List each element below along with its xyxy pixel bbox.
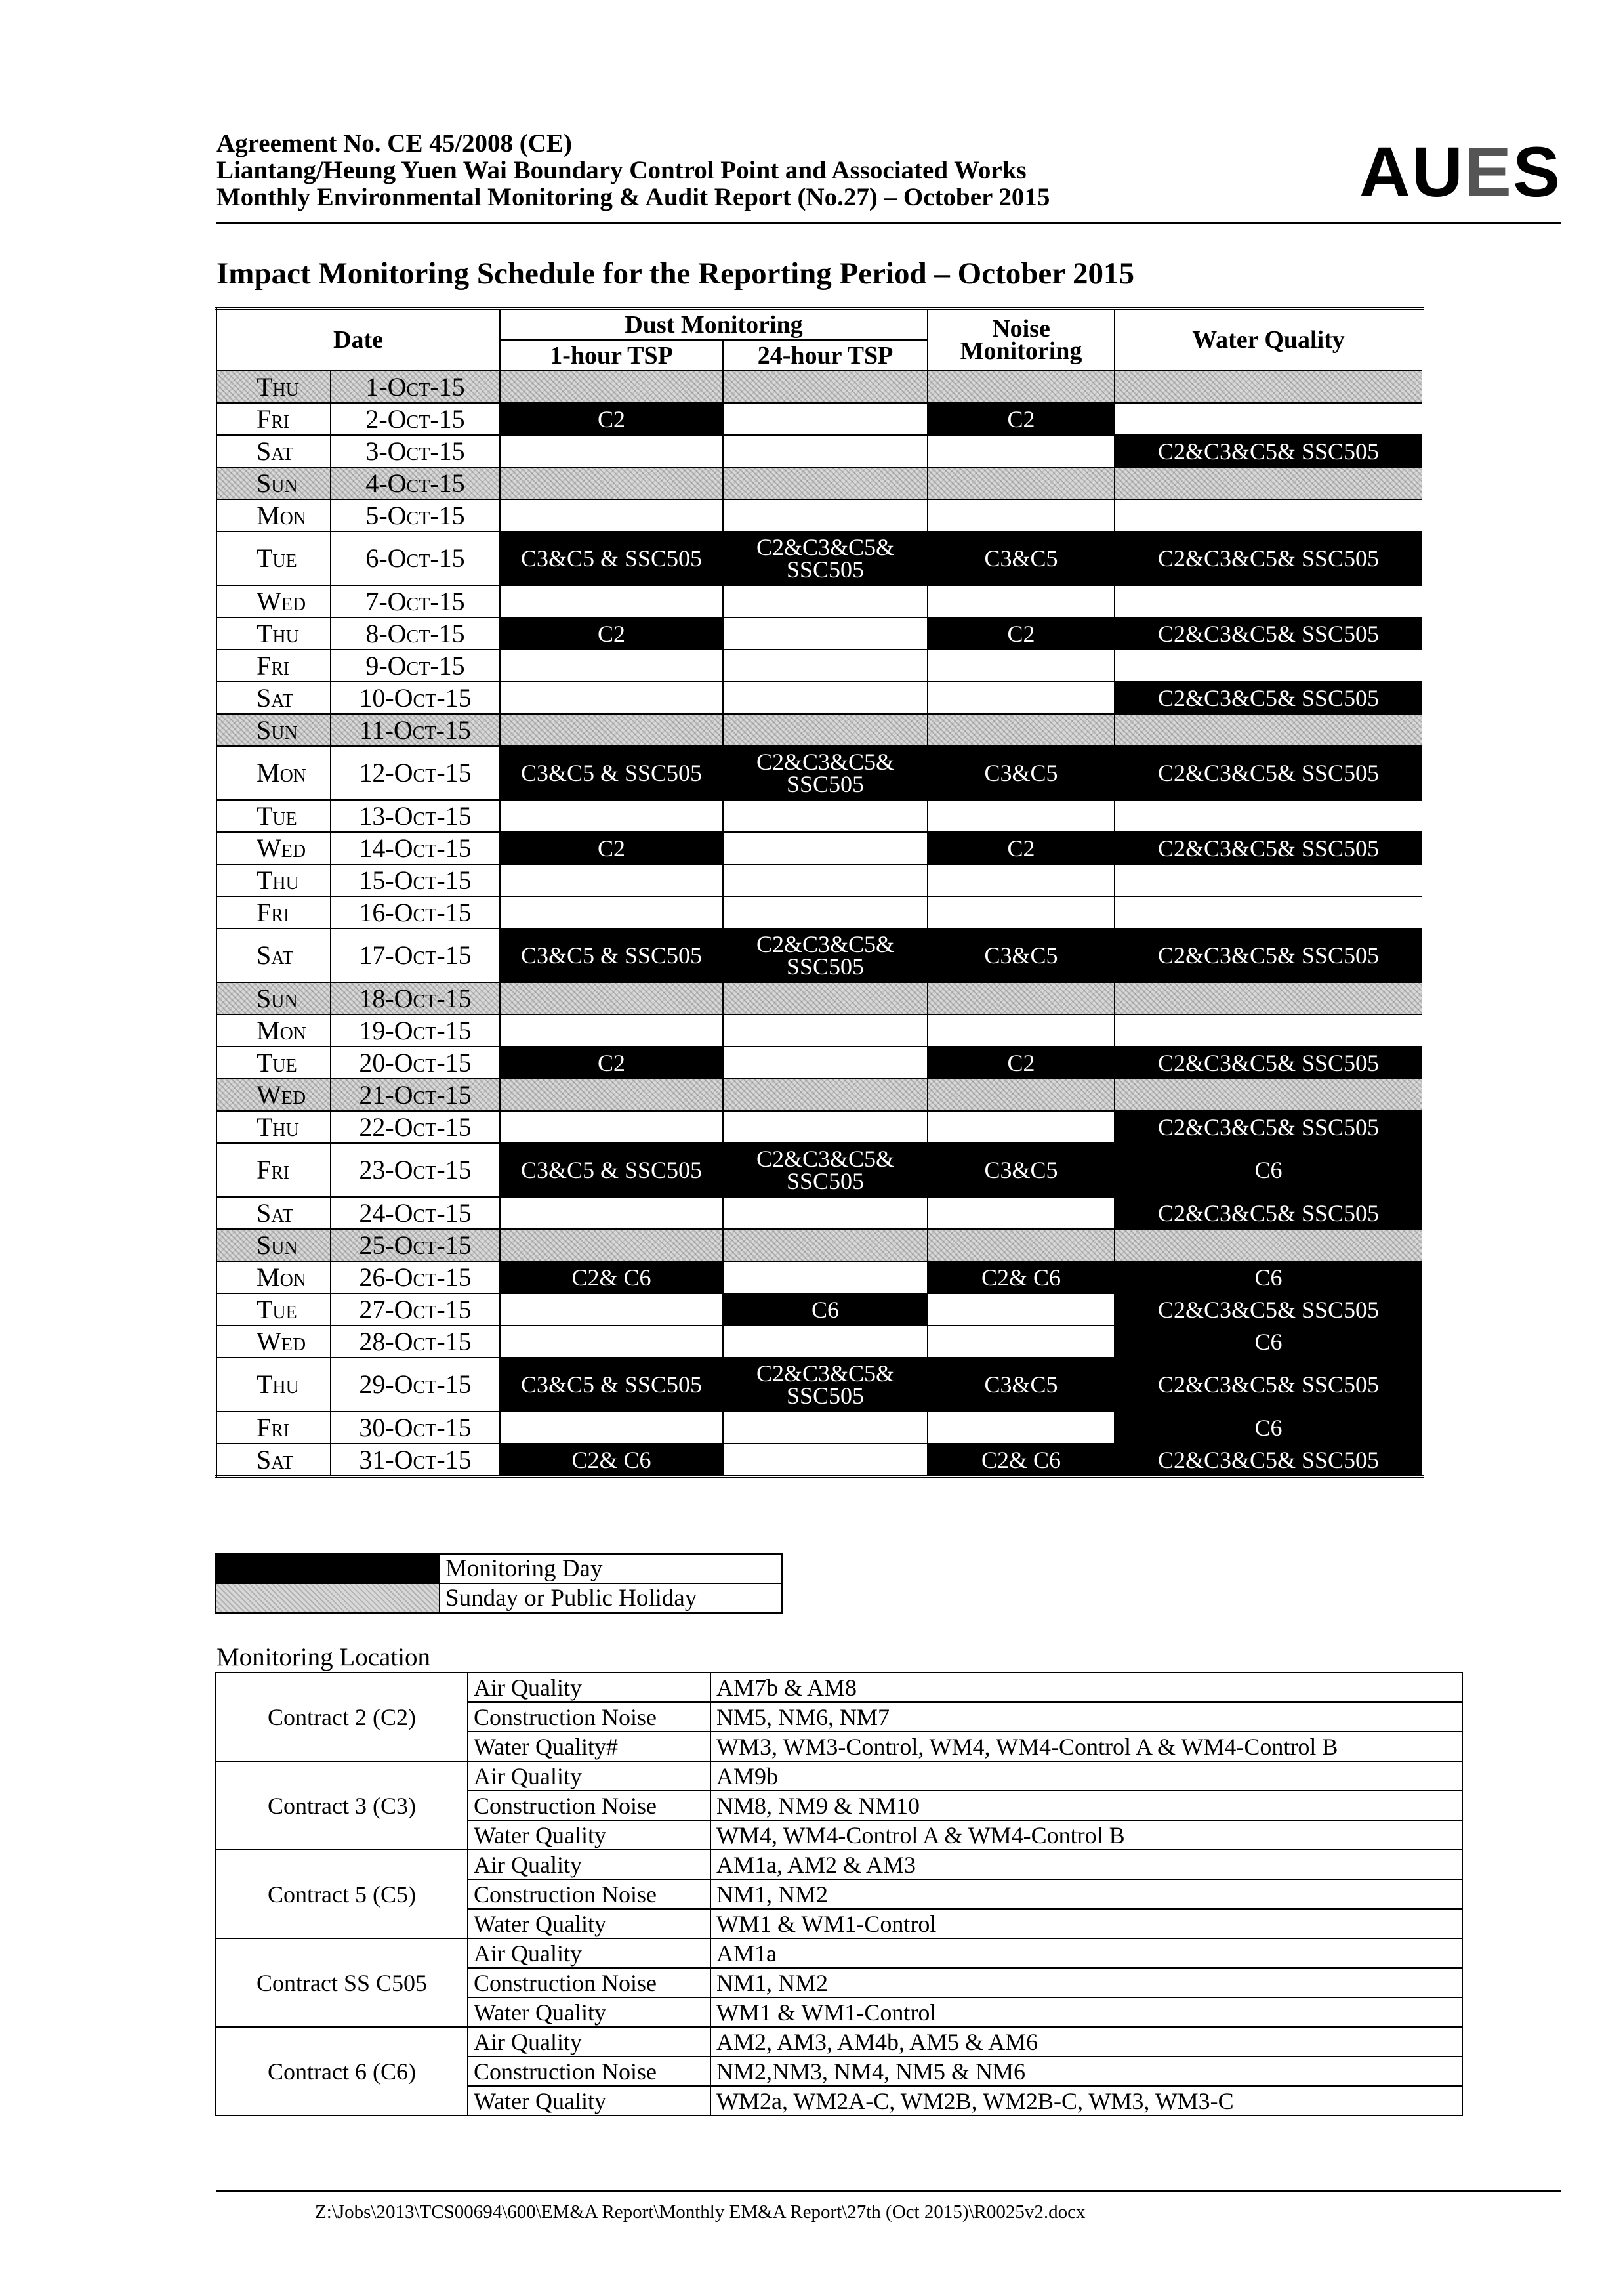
- schedule-row: [216, 617, 1423, 650]
- cell-water-quality: [1115, 650, 1423, 682]
- cell-date: 7-Oct-15: [331, 585, 500, 617]
- cell-1hr-tsp: [500, 499, 723, 532]
- cell-noise: [928, 896, 1115, 929]
- cell-24hr-tsp: [723, 1229, 928, 1261]
- schedule-row: [216, 746, 1423, 800]
- cell-1hr-tsp: [500, 682, 723, 714]
- cell-24hr-tsp: [723, 403, 928, 435]
- cell-parameter: Construction Noise: [468, 2056, 710, 2086]
- header-dust-monitoring: Dust Monitoring: [500, 308, 928, 340]
- cell-1hr-tsp: [500, 1014, 723, 1047]
- cell-water-quality: [1115, 982, 1423, 1014]
- cell-date: 21-Oct-15: [331, 1079, 500, 1111]
- cell-water-quality: C2&C3&C5& SSC505: [1115, 1444, 1423, 1476]
- cell-day: Fri: [216, 403, 331, 435]
- cell-water-quality: [1115, 403, 1423, 435]
- cell-water-quality: C6: [1115, 1325, 1423, 1358]
- cell-parameter: Construction Noise: [468, 1702, 710, 1732]
- cell-stations: NM1, NM2: [710, 1968, 1462, 1997]
- cell-1hr-tsp: [500, 435, 723, 467]
- cell-day: Tue: [216, 800, 331, 832]
- cell-date: 4-Oct-15: [331, 467, 500, 499]
- cell-day: Sun: [216, 982, 331, 1014]
- cell-1hr-tsp: C2: [500, 617, 723, 650]
- cell-stations: NM1, NM2: [710, 1879, 1462, 1909]
- cell-parameter: Water Quality: [468, 2086, 710, 2116]
- cell-1hr-tsp: C2: [500, 832, 723, 864]
- legend-swatch-monitoring: [215, 1554, 440, 1583]
- cell-contract: Contract 5 (C5): [216, 1850, 468, 1938]
- cell-date: 13-Oct-15: [331, 800, 500, 832]
- cell-date: 14-Oct-15: [331, 832, 500, 864]
- cell-1hr-tsp: [500, 864, 723, 896]
- cell-contract: Contract 3 (C3): [216, 1761, 468, 1850]
- cell-noise: C3&C5: [928, 1143, 1115, 1197]
- cell-noise: [928, 435, 1115, 467]
- cell-24hr-tsp: [723, 1411, 928, 1444]
- cell-water-quality: C2&C3&C5& SSC505: [1115, 435, 1423, 467]
- cell-noise: [928, 800, 1115, 832]
- monitoring-location-table: [215, 1672, 1463, 2116]
- cell-stations: AM1a, AM2 & AM3: [710, 1850, 1462, 1879]
- cell-noise: [928, 682, 1115, 714]
- cell-date: 2-Oct-15: [331, 403, 500, 435]
- cell-parameter: Air Quality: [468, 1761, 710, 1791]
- cell-water-quality: [1115, 1014, 1423, 1047]
- schedule-body: [216, 371, 1423, 1476]
- cell-noise: C2: [928, 832, 1115, 864]
- cell-noise: [928, 982, 1115, 1014]
- cell-day: Mon: [216, 1014, 331, 1047]
- cell-24hr-tsp: [723, 714, 928, 746]
- cell-24hr-tsp: C2&C3&C5& SSC505: [723, 532, 928, 585]
- cell-water-quality: C6: [1115, 1411, 1423, 1444]
- schedule-row: [216, 1143, 1423, 1197]
- legend-row-holiday: [215, 1583, 782, 1613]
- header-water-quality: Water Quality: [1115, 308, 1423, 371]
- location-row: [216, 1761, 1462, 1791]
- section-title: Impact Monitoring Schedule for the Reporting Period – October 2015: [216, 257, 1134, 291]
- cell-24hr-tsp: [723, 1014, 928, 1047]
- cell-water-quality: [1115, 1079, 1423, 1111]
- cell-1hr-tsp: [500, 585, 723, 617]
- cell-stations: AM7b & AM8: [710, 1673, 1462, 1702]
- cell-date: 25-Oct-15: [331, 1229, 500, 1261]
- schedule-row: [216, 1293, 1423, 1325]
- schedule-row: [216, 467, 1423, 499]
- cell-24hr-tsp: [723, 1197, 928, 1229]
- cell-day: Tue: [216, 1293, 331, 1325]
- schedule-row: [216, 682, 1423, 714]
- cell-water-quality: C6: [1115, 1143, 1423, 1197]
- cell-24hr-tsp: [723, 1079, 928, 1111]
- cell-contract: Contract 6 (C6): [216, 2027, 468, 2116]
- schedule-row: [216, 864, 1423, 896]
- logo-text-a: AU: [1359, 132, 1464, 211]
- cell-noise: C3&C5: [928, 746, 1115, 800]
- cell-24hr-tsp: [723, 371, 928, 403]
- schedule-row: [216, 435, 1423, 467]
- cell-day: Sun: [216, 1229, 331, 1261]
- schedule-row: [216, 714, 1423, 746]
- cell-date: 1-Oct-15: [331, 371, 500, 403]
- cell-stations: AM9b: [710, 1761, 1462, 1791]
- schedule-row: [216, 499, 1423, 532]
- cell-1hr-tsp: C2& C6: [500, 1444, 723, 1476]
- schedule-row: [216, 403, 1423, 435]
- cell-24hr-tsp: [723, 1111, 928, 1143]
- cell-parameter: Water Quality: [468, 1909, 710, 1938]
- cell-noise: [928, 585, 1115, 617]
- cell-parameter: Construction Noise: [468, 1791, 710, 1820]
- cell-1hr-tsp: [500, 467, 723, 499]
- cell-water-quality: [1115, 864, 1423, 896]
- cell-24hr-tsp: C2&C3&C5& SSC505: [723, 929, 928, 982]
- cell-noise: C2: [928, 617, 1115, 650]
- legend-row-monitoring: [215, 1554, 782, 1583]
- cell-24hr-tsp: [723, 617, 928, 650]
- schedule-row: [216, 1358, 1423, 1411]
- header-1hr-tsp: 1-hour TSP: [500, 340, 723, 371]
- cell-date: 28-Oct-15: [331, 1325, 500, 1358]
- cell-24hr-tsp: C2&C3&C5& SSC505: [723, 1358, 928, 1411]
- schedule-row: [216, 1111, 1423, 1143]
- cell-1hr-tsp: [500, 371, 723, 403]
- location-title: Monitoring Location: [216, 1643, 431, 1671]
- cell-24hr-tsp: [723, 585, 928, 617]
- cell-day: Sun: [216, 467, 331, 499]
- cell-noise: [928, 1079, 1115, 1111]
- schedule-row: [216, 585, 1423, 617]
- cell-date: 10-Oct-15: [331, 682, 500, 714]
- schedule-row: [216, 832, 1423, 864]
- cell-water-quality: [1115, 896, 1423, 929]
- cell-day: Fri: [216, 1143, 331, 1197]
- cell-1hr-tsp: C2& C6: [500, 1261, 723, 1293]
- cell-1hr-tsp: [500, 1293, 723, 1325]
- cell-24hr-tsp: [723, 1444, 928, 1476]
- cell-water-quality: [1115, 800, 1423, 832]
- schedule-row: [216, 800, 1423, 832]
- cell-day: Thu: [216, 1111, 331, 1143]
- cell-water-quality: [1115, 499, 1423, 532]
- cell-date: 5-Oct-15: [331, 499, 500, 532]
- cell-water-quality: C2&C3&C5& SSC505: [1115, 617, 1423, 650]
- location-row: [216, 1850, 1462, 1879]
- cell-date: 12-Oct-15: [331, 746, 500, 800]
- cell-day: Tue: [216, 532, 331, 585]
- cell-noise: [928, 1411, 1115, 1444]
- schedule-row: [216, 1325, 1423, 1358]
- cell-water-quality: C2&C3&C5& SSC505: [1115, 532, 1423, 585]
- cell-water-quality: C2&C3&C5& SSC505: [1115, 746, 1423, 800]
- cell-parameter: Air Quality: [468, 1850, 710, 1879]
- cell-water-quality: [1115, 714, 1423, 746]
- cell-day: Fri: [216, 896, 331, 929]
- cell-day: Sun: [216, 714, 331, 746]
- cell-date: 31-Oct-15: [331, 1444, 500, 1476]
- cell-contract: Contract SS C505: [216, 1938, 468, 2027]
- cell-1hr-tsp: C3&C5 & SSC505: [500, 746, 723, 800]
- report-name: Monthly Environmental Monitoring & Audit Report (No.27) – October 2015: [216, 183, 1050, 211]
- header-24hr-tsp: 24-hour TSP: [723, 340, 928, 371]
- schedule-row: [216, 1411, 1423, 1444]
- header-date: Date: [216, 308, 500, 371]
- cell-water-quality: C6: [1115, 1261, 1423, 1293]
- cell-day: Sat: [216, 1197, 331, 1229]
- cell-day: Wed: [216, 1325, 331, 1358]
- cell-stations: NM2,NM3, NM4, NM5 & NM6: [710, 2056, 1462, 2086]
- cell-day: Sat: [216, 929, 331, 982]
- cell-24hr-tsp: C2&C3&C5& SSC505: [723, 1143, 928, 1197]
- cell-date: 24-Oct-15: [331, 1197, 500, 1229]
- cell-1hr-tsp: C3&C5 & SSC505: [500, 929, 723, 982]
- cell-1hr-tsp: C2: [500, 403, 723, 435]
- cell-water-quality: [1115, 467, 1423, 499]
- cell-stations: AM1a: [710, 1938, 1462, 1968]
- cell-day: Sat: [216, 1444, 331, 1476]
- cell-noise: [928, 1014, 1115, 1047]
- cell-water-quality: C2&C3&C5& SSC505: [1115, 1111, 1423, 1143]
- cell-day: Fri: [216, 1411, 331, 1444]
- cell-day: Sat: [216, 435, 331, 467]
- location-body: [216, 1673, 1462, 2116]
- schedule-row: [216, 1079, 1423, 1111]
- cell-noise: [928, 467, 1115, 499]
- cell-stations: WM3, WM3-Control, WM4, WM4-Control A & WM4-Control B: [710, 1732, 1462, 1761]
- agreement-number: Agreement No. CE 45/2008 (CE): [216, 129, 572, 157]
- cell-noise: [928, 650, 1115, 682]
- cell-date: 8-Oct-15: [331, 617, 500, 650]
- cell-water-quality: C2&C3&C5& SSC505: [1115, 1047, 1423, 1079]
- cell-24hr-tsp: C6: [723, 1293, 928, 1325]
- cell-noise: C3&C5: [928, 532, 1115, 585]
- cell-24hr-tsp: [723, 1325, 928, 1358]
- cell-water-quality: [1115, 1229, 1423, 1261]
- cell-water-quality: C2&C3&C5& SSC505: [1115, 682, 1423, 714]
- legend-label-holiday: Sunday or Public Holiday: [440, 1583, 782, 1613]
- cell-1hr-tsp: C3&C5 & SSC505: [500, 532, 723, 585]
- cell-parameter: Water Quality: [468, 1997, 710, 2027]
- cell-noise: [928, 1293, 1115, 1325]
- cell-date: 19-Oct-15: [331, 1014, 500, 1047]
- cell-24hr-tsp: [723, 982, 928, 1014]
- cell-date: 26-Oct-15: [331, 1261, 500, 1293]
- cell-24hr-tsp: [723, 1261, 928, 1293]
- cell-day: Mon: [216, 746, 331, 800]
- cell-stations: WM2a, WM2A-C, WM2B, WM2B-C, WM3, WM3-C: [710, 2086, 1462, 2116]
- cell-1hr-tsp: [500, 1229, 723, 1261]
- schedule-row: [216, 532, 1423, 585]
- cell-stations: AM2, AM3, AM4b, AM5 & AM6: [710, 2027, 1462, 2056]
- cell-24hr-tsp: [723, 467, 928, 499]
- cell-24hr-tsp: C2&C3&C5& SSC505: [723, 746, 928, 800]
- cell-date: 29-Oct-15: [331, 1358, 500, 1411]
- project-name: Liantang/Heung Yuen Wai Boundary Control Point and Associated Works: [216, 156, 1027, 184]
- cell-parameter: Water Quality#: [468, 1732, 710, 1761]
- cell-stations: WM1 & WM1-Control: [710, 1997, 1462, 2027]
- cell-noise: [928, 1111, 1115, 1143]
- schedule-row: [216, 1444, 1423, 1476]
- cell-parameter: Water Quality: [468, 1820, 710, 1850]
- schedule-row: [216, 982, 1423, 1014]
- cell-1hr-tsp: [500, 1411, 723, 1444]
- cell-1hr-tsp: C3&C5 & SSC505: [500, 1143, 723, 1197]
- cell-1hr-tsp: C2: [500, 1047, 723, 1079]
- schedule-row: [216, 929, 1423, 982]
- cell-water-quality: C2&C3&C5& SSC505: [1115, 1197, 1423, 1229]
- cell-stations: WM4, WM4-Control A & WM4-Control B: [710, 1820, 1462, 1850]
- cell-noise: [928, 1197, 1115, 1229]
- legend-swatch-holiday: [215, 1583, 440, 1613]
- cell-day: Sat: [216, 682, 331, 714]
- cell-date: 23-Oct-15: [331, 1143, 500, 1197]
- cell-date: 17-Oct-15: [331, 929, 500, 982]
- cell-day: Thu: [216, 371, 331, 403]
- cell-24hr-tsp: [723, 1047, 928, 1079]
- cell-contract: Contract 2 (C2): [216, 1673, 468, 1761]
- cell-1hr-tsp: [500, 650, 723, 682]
- cell-noise: C2& C6: [928, 1261, 1115, 1293]
- cell-day: Wed: [216, 1079, 331, 1111]
- cell-parameter: Air Quality: [468, 1673, 710, 1702]
- location-row: [216, 2027, 1462, 2056]
- schedule-row: [216, 1261, 1423, 1293]
- file-path: Z:\Jobs\2013\TCS00694\600\EM&A Report\Monthly EM&A Report\27th (Oct 2015)\R0025v2.docx: [315, 2202, 1086, 2223]
- cell-1hr-tsp: [500, 714, 723, 746]
- cell-date: 6-Oct-15: [331, 532, 500, 585]
- cell-water-quality: C2&C3&C5& SSC505: [1115, 1358, 1423, 1411]
- cell-noise: [928, 499, 1115, 532]
- cell-24hr-tsp: [723, 682, 928, 714]
- schedule-row: [216, 650, 1423, 682]
- header-noise-monitoring: Noise Monitoring: [928, 308, 1115, 371]
- cell-1hr-tsp: C3&C5 & SSC505: [500, 1358, 723, 1411]
- cell-day: Mon: [216, 1261, 331, 1293]
- cell-parameter: Air Quality: [468, 1938, 710, 1968]
- location-row: [216, 1673, 1462, 1702]
- cell-date: 11-Oct-15: [331, 714, 500, 746]
- cell-stations: NM8, NM9 & NM10: [710, 1791, 1462, 1820]
- cell-parameter: Air Quality: [468, 2027, 710, 2056]
- cell-date: 27-Oct-15: [331, 1293, 500, 1325]
- cell-24hr-tsp: [723, 800, 928, 832]
- cell-1hr-tsp: [500, 982, 723, 1014]
- logo-text-e: E: [1464, 132, 1513, 211]
- schedule-row: [216, 1047, 1423, 1079]
- cell-water-quality: [1115, 585, 1423, 617]
- cell-date: 16-Oct-15: [331, 896, 500, 929]
- logo-text-s: S: [1512, 132, 1561, 211]
- cell-noise: C3&C5: [928, 929, 1115, 982]
- cell-1hr-tsp: [500, 1111, 723, 1143]
- cell-24hr-tsp: [723, 650, 928, 682]
- cell-24hr-tsp: [723, 435, 928, 467]
- cell-1hr-tsp: [500, 896, 723, 929]
- cell-day: Tue: [216, 1047, 331, 1079]
- cell-24hr-tsp: [723, 832, 928, 864]
- cell-noise: [928, 1325, 1115, 1358]
- cell-water-quality: C2&C3&C5& SSC505: [1115, 929, 1423, 982]
- schedule-row: [216, 1197, 1423, 1229]
- cell-date: 20-Oct-15: [331, 1047, 500, 1079]
- cell-noise: C2: [928, 403, 1115, 435]
- cell-date: 9-Oct-15: [331, 650, 500, 682]
- cell-noise: C2& C6: [928, 1444, 1115, 1476]
- cell-1hr-tsp: [500, 1325, 723, 1358]
- header-divider: [216, 222, 1561, 224]
- cell-day: Wed: [216, 832, 331, 864]
- schedule-row: [216, 1229, 1423, 1261]
- cell-parameter: Construction Noise: [468, 1968, 710, 1997]
- legend: [215, 1553, 783, 1614]
- cell-1hr-tsp: [500, 1197, 723, 1229]
- cell-date: 22-Oct-15: [331, 1111, 500, 1143]
- cell-date: 3-Oct-15: [331, 435, 500, 467]
- cell-day: Mon: [216, 499, 331, 532]
- legend-label-monitoring: Monitoring Day: [440, 1554, 782, 1583]
- location-row: [216, 1938, 1462, 1968]
- footer-divider: [216, 2190, 1561, 2192]
- cell-day: Fri: [216, 650, 331, 682]
- cell-water-quality: C2&C3&C5& SSC505: [1115, 832, 1423, 864]
- cell-parameter: Construction Noise: [468, 1879, 710, 1909]
- cell-day: Wed: [216, 585, 331, 617]
- monitoring-schedule-table: [215, 307, 1424, 1478]
- schedule-row: [216, 371, 1423, 403]
- cell-day: Thu: [216, 864, 331, 896]
- cell-day: Thu: [216, 617, 331, 650]
- cell-noise: [928, 714, 1115, 746]
- cell-day: Thu: [216, 1358, 331, 1411]
- cell-1hr-tsp: [500, 1079, 723, 1111]
- cell-date: 18-Oct-15: [331, 982, 500, 1014]
- cell-date: 30-Oct-15: [331, 1411, 500, 1444]
- cell-stations: NM5, NM6, NM7: [710, 1702, 1462, 1732]
- cell-24hr-tsp: [723, 499, 928, 532]
- schedule-row: [216, 1014, 1423, 1047]
- company-logo: [1359, 132, 1561, 211]
- cell-date: 15-Oct-15: [331, 864, 500, 896]
- cell-water-quality: [1115, 371, 1423, 403]
- cell-noise: C3&C5: [928, 1358, 1115, 1411]
- report-header: [216, 130, 1561, 211]
- cell-stations: WM1 & WM1-Control: [710, 1909, 1462, 1938]
- cell-noise: C2: [928, 1047, 1115, 1079]
- cell-water-quality: C2&C3&C5& SSC505: [1115, 1293, 1423, 1325]
- cell-24hr-tsp: [723, 896, 928, 929]
- cell-24hr-tsp: [723, 864, 928, 896]
- cell-1hr-tsp: [500, 800, 723, 832]
- schedule-row: [216, 896, 1423, 929]
- cell-noise: [928, 1229, 1115, 1261]
- cell-noise: [928, 371, 1115, 403]
- cell-noise: [928, 864, 1115, 896]
